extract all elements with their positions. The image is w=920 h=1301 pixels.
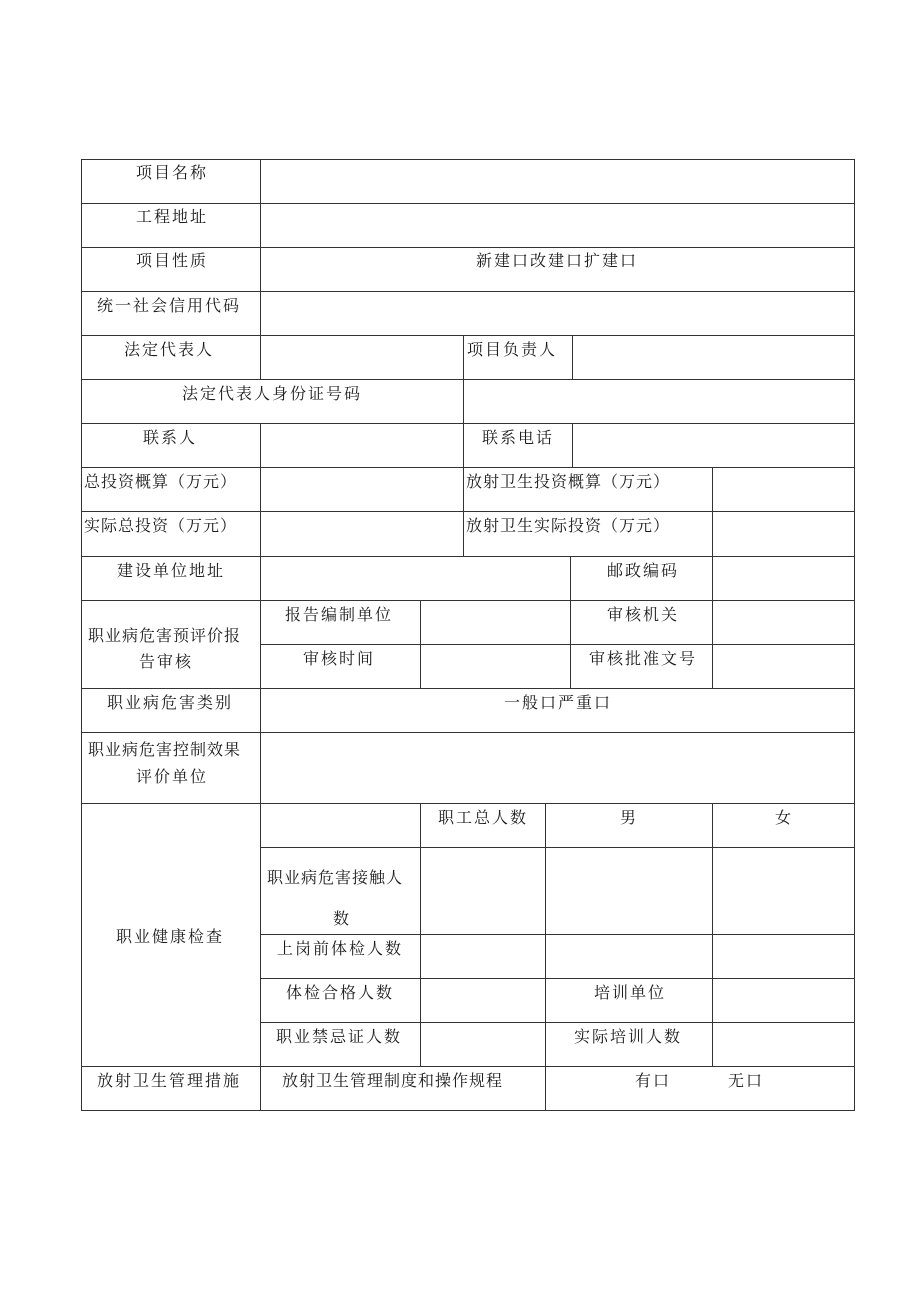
- label-legal-rep: 法定代表人: [124, 340, 215, 359]
- label-pre-job-exam: 上岗前体检人数: [277, 939, 404, 958]
- project-name-field[interactable]: [262, 161, 853, 202]
- label-review-org: 审核机关: [607, 605, 680, 624]
- label-hazard-category: 职业病危害类别: [107, 693, 234, 712]
- label-female: 女: [775, 808, 794, 827]
- label-contraindication: 职业禁忌证人数: [276, 1027, 403, 1046]
- project-leader-field[interactable]: [574, 337, 853, 378]
- border-right: [854, 159, 855, 1111]
- label-project-leader: 项目负责人: [467, 340, 558, 359]
- hazard-options[interactable]: 一般口严重口: [504, 693, 613, 712]
- label-project-nature: 项目性质: [136, 251, 209, 270]
- label-rad-invest-est: 放射卫生投资概算（万元）: [466, 472, 671, 491]
- border-bottom: [81, 1110, 855, 1111]
- border-top: [81, 159, 855, 160]
- label-rad-actual-invest: 放射卫生实际投资（万元）: [466, 516, 671, 535]
- project-nature-options[interactable]: 新建口改建口扩建口: [476, 251, 639, 270]
- label-control-eval-2: 评价单位: [136, 767, 209, 786]
- legal-rep-id-field[interactable]: [465, 381, 853, 422]
- legal-rep-field[interactable]: [262, 337, 462, 378]
- label-training-unit: 培训单位: [594, 983, 667, 1002]
- label-review-time: 审核时间: [303, 649, 376, 668]
- label-male: 男: [620, 808, 639, 827]
- label-credit-code: 统一社会信用代码: [97, 296, 242, 315]
- label-actual-total-invest: 实际总投资（万元）: [84, 516, 238, 535]
- label-postcode: 邮政编码: [607, 561, 680, 580]
- border-left: [81, 159, 82, 1111]
- label-pre-eval-1: 职业病危害预评价报: [88, 626, 242, 645]
- label-control-eval-1: 职业病危害控制效果: [88, 740, 242, 759]
- label-rad-rules: 放射卫生管理制度和操作规程: [282, 1071, 504, 1090]
- label-legal-rep-id: 法定代表人身份证号码: [182, 384, 363, 403]
- label-health-check: 职业健康检查: [116, 927, 225, 946]
- label-project-address: 工程地址: [136, 207, 209, 226]
- credit-code-field[interactable]: [262, 293, 853, 334]
- project-address-field[interactable]: [262, 205, 853, 246]
- option-no[interactable]: 无口: [728, 1071, 765, 1090]
- label-report-unit: 报告编制单位: [285, 605, 394, 624]
- label-exposed-1: 职业病危害接触人: [267, 868, 404, 887]
- label-actual-trained: 实际培训人数: [574, 1027, 683, 1046]
- label-contact: 联系人: [143, 428, 198, 447]
- label-exposed-2: 数: [333, 909, 352, 928]
- option-yes[interactable]: 有口: [635, 1071, 672, 1090]
- label-project-name: 项目名称: [136, 163, 209, 182]
- label-builder-address: 建设单位地址: [117, 561, 226, 580]
- label-qualified: 体检合格人数: [286, 983, 395, 1002]
- contact-field[interactable]: [262, 425, 462, 466]
- label-total-staff: 职工总人数: [438, 808, 529, 827]
- label-pre-eval-2: 告审核: [139, 652, 194, 671]
- label-contact-phone: 联系电话: [482, 428, 555, 447]
- label-rad-measures: 放射卫生管理措施: [97, 1071, 242, 1090]
- contact-phone-field[interactable]: [574, 425, 853, 466]
- label-approval-no: 审核批准文号: [589, 649, 698, 668]
- label-total-invest-est: 总投资概算（万元）: [84, 472, 238, 491]
